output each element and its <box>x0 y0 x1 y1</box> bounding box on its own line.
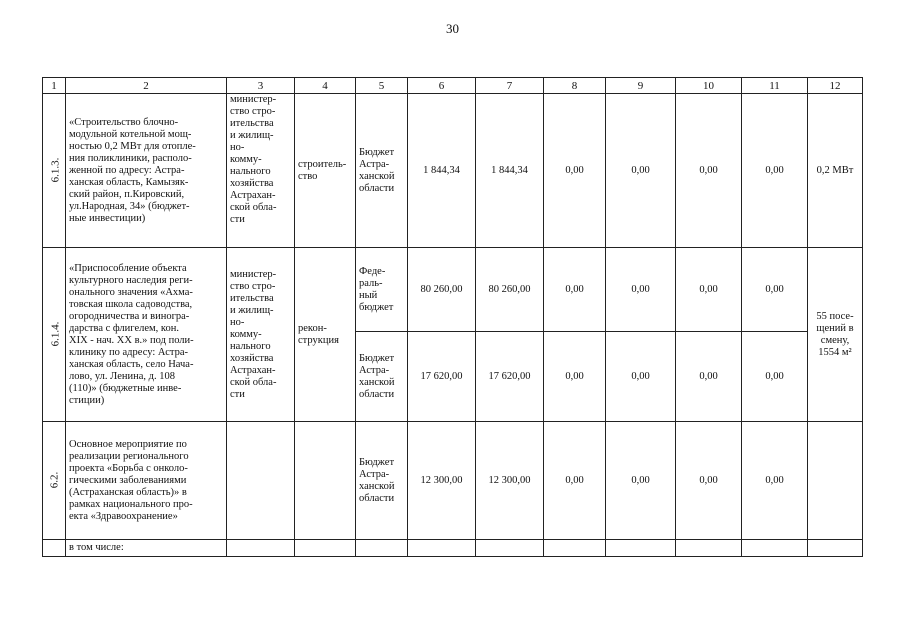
program-table <box>42 77 863 557</box>
col-header-2: 2 <box>66 78 227 94</box>
executor: министер- ство стро- ительства и жилищ- но- комму- нального хозяйства Астрахан- ской обла- сти <box>227 94 295 248</box>
col-header-6: 6 <box>408 78 476 94</box>
value-col-11: 0,00 <box>742 422 808 540</box>
empty-cell <box>408 540 476 557</box>
value-col-10: 0,00 <box>676 94 742 248</box>
row-code-cell <box>43 94 66 248</box>
work-type: строитель- ство <box>295 94 356 248</box>
code-empty <box>43 540 66 557</box>
value-col-7: 12 300,00 <box>476 422 544 540</box>
value-col-11: 0,00 <box>742 332 808 422</box>
value-col-8: 0,00 <box>544 332 606 422</box>
col-header-7: 7 <box>476 78 544 94</box>
value-col-8: 0,00 <box>544 248 606 332</box>
col-header-12: 12 <box>808 78 863 94</box>
row-code: 6.1.3. <box>49 157 62 183</box>
executor-empty <box>227 422 295 540</box>
row-code: 6.1.4. <box>49 321 62 347</box>
page-number: 30 <box>446 21 459 36</box>
value-col-9: 0,00 <box>606 422 676 540</box>
value-col-10: 0,00 <box>676 332 742 422</box>
empty-cell <box>476 540 544 557</box>
header-row <box>43 78 863 94</box>
value-col-8: 0,00 <box>544 94 606 248</box>
row-code-cell <box>43 422 66 540</box>
funding-source: Бюджет Астра- ханской области <box>356 422 408 540</box>
funding-source: Феде- раль- ный бюджет <box>356 248 408 332</box>
col-header-11: 11 <box>742 78 808 94</box>
row-code: 6.2. <box>48 471 60 489</box>
result-value: 55 посе- щений в смену, 1554 м² <box>808 248 863 422</box>
table-row-6-1-4-federal <box>43 248 863 332</box>
value-col-10: 0,00 <box>676 422 742 540</box>
result-value: 0,2 МВт <box>808 94 863 248</box>
value-col-9: 0,00 <box>606 94 676 248</box>
including-label: в том числе: <box>66 540 227 557</box>
activity-name: «Приспособление объекта культурного наследия реги- онального значения «Ахма- товская школа садоводства, огородничества и виногра- дарства с флигелем, кон. XIX - нач. XX в.» под поли- клинику по адресу: Астра- ханская область, село Нача- лово, ул. Ленина, д. 108 (110)» (бюджетные инве- стиции) <box>66 248 227 422</box>
empty-cell <box>227 540 295 557</box>
value-col-6: 17 620,00 <box>408 332 476 422</box>
col-header-1: 1 <box>43 78 66 94</box>
col-header-4: 4 <box>295 78 356 94</box>
empty-cell <box>808 540 863 557</box>
value-col-11: 0,00 <box>742 94 808 248</box>
value-col-7: 80 260,00 <box>476 248 544 332</box>
executor: министер- ство стро- ительства и жилищ- но- комму- нального хозяйства Астрахан- ской обла- сти <box>227 248 295 422</box>
value-col-9: 0,00 <box>606 248 676 332</box>
value-col-8: 0,00 <box>544 422 606 540</box>
col-header-3: 3 <box>227 78 295 94</box>
empty-cell <box>544 540 606 557</box>
value-col-7: 1 844,34 <box>476 94 544 248</box>
table-row-6-1-3 <box>43 94 863 248</box>
value-col-7: 17 620,00 <box>476 332 544 422</box>
empty-cell <box>606 540 676 557</box>
row-code-cell <box>43 248 66 422</box>
value-col-9: 0,00 <box>606 332 676 422</box>
funding-source: Бюджет Астра- ханской области <box>356 332 408 422</box>
work-type-empty <box>295 422 356 540</box>
value-col-11: 0,00 <box>742 248 808 332</box>
col-header-8: 8 <box>544 78 606 94</box>
value-col-6: 12 300,00 <box>408 422 476 540</box>
col-header-10: 10 <box>676 78 742 94</box>
activity-name: «Строительство блочно- модульной котельной мощ- ностью 0,2 МВт для отопле- ния поликлиники, располо- женной по адресу: Астра- ханская область, Камызяк- ский район, п.Кировский, ул.Народная, 34» (бюджет- ные инвестиции) <box>66 94 227 248</box>
funding-source: Бюджет Астра- ханской области <box>356 94 408 248</box>
col-header-5: 5 <box>356 78 408 94</box>
value-col-6: 1 844,34 <box>408 94 476 248</box>
activity-name: Основное мероприятие по реализации регионального проекта «Борьба с онколо- гическими заболеваниями (Астраханская область)» в рамках национального про- екта «Здравоохранение» <box>66 422 227 540</box>
empty-cell <box>295 540 356 557</box>
table-row-6-2 <box>43 422 863 540</box>
table-row-including <box>43 540 863 557</box>
empty-cell <box>356 540 408 557</box>
empty-cell <box>676 540 742 557</box>
empty-cell <box>742 540 808 557</box>
value-col-6: 80 260,00 <box>408 248 476 332</box>
work-type: рекон- струкция <box>295 248 356 422</box>
result-empty <box>808 422 863 540</box>
col-header-9: 9 <box>606 78 676 94</box>
value-col-10: 0,00 <box>676 248 742 332</box>
